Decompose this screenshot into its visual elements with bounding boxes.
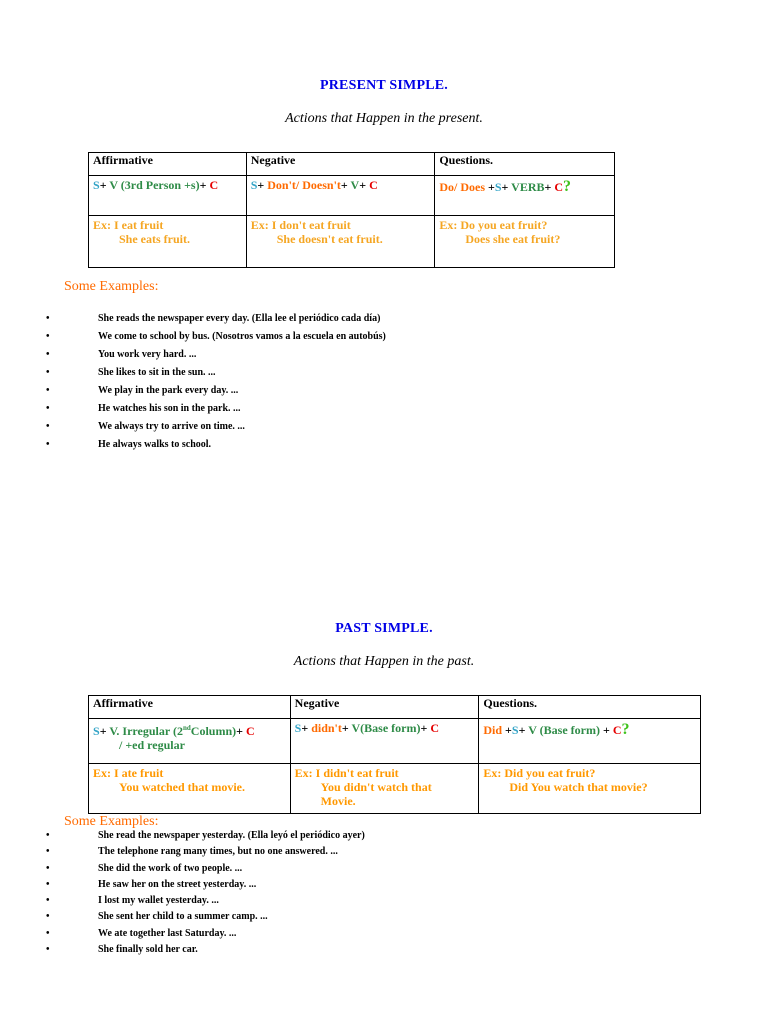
- list-item: • I lost my wallet yesterday. ...: [0, 893, 365, 909]
- negative-example: Ex: I didn't eat fruit You didn't watch that Movie.: [290, 764, 479, 814]
- header-affirmative: Affirmative: [89, 153, 247, 176]
- list-item: • We ate together last Saturday. ...: [0, 926, 365, 942]
- question-formula: Do/ Does +S+ VERB+ C?: [435, 176, 615, 216]
- past-examples-heading: Some Examples:: [64, 814, 159, 829]
- list-item: • She did the work of two people. ...: [0, 861, 365, 877]
- past-table-header: [89, 696, 701, 719]
- list-item: • We play in the park every day. ...: [0, 382, 386, 400]
- past-examples-list: [0, 828, 365, 958]
- list-item: • She finally sold her car.: [0, 942, 365, 958]
- list-item: • You work very hard. ...: [0, 346, 386, 364]
- present-examples-list: [0, 310, 386, 454]
- question-example: Ex: Do you eat fruit? Does she eat fruit?: [435, 216, 615, 268]
- present-formula-row: [89, 176, 615, 216]
- list-item: • We always try to arrive on time. ...: [0, 418, 386, 436]
- list-item: • The telephone rang many times, but no one answered. ...: [0, 844, 365, 860]
- present-subtitle: Actions that Happen in the present.: [285, 111, 483, 126]
- present-title: PRESENT SIMPLE.: [320, 78, 448, 93]
- negative-example: Ex: I don't eat fruit She doesn't eat fruit.: [246, 216, 435, 268]
- present-table: [88, 152, 615, 268]
- list-item: • He always walks to school.: [0, 436, 386, 454]
- negative-formula: S+ didn't+ V(Base form)+ C: [290, 719, 479, 764]
- list-item: • He saw her on the street yesterday. ...: [0, 877, 365, 893]
- list-item: • She sent her child to a summer camp. ...: [0, 909, 365, 925]
- affirmative-formula: S+ V (3rd Person +s)+ C: [89, 176, 247, 216]
- affirmative-example: Ex: I eat fruit She eats fruit.: [89, 216, 247, 268]
- header-negative: Negative: [290, 696, 479, 719]
- question-formula: Did +S+ V (Base form) + C?: [479, 719, 701, 764]
- present-example-row: [89, 216, 615, 268]
- affirmative-formula: S+ V. Irregular (2ndColumn)+ C / +ed regular: [89, 719, 291, 764]
- header-questions: Questions.: [479, 696, 701, 719]
- present-examples-heading: Some Examples:: [64, 279, 159, 294]
- list-item: • She read the newspaper yesterday. (Ella leyó el periódico ayer): [0, 828, 365, 844]
- list-item: • She reads the newspaper every day. (Ella lee el periódico cada día): [0, 310, 386, 328]
- present-table-header: [89, 153, 615, 176]
- list-item: • He watches his son in the park. ...: [0, 400, 386, 418]
- header-questions: Questions.: [435, 153, 615, 176]
- past-title: PAST SIMPLE.: [335, 621, 433, 636]
- question-example: Ex: Did you eat fruit? Did You watch that movie?: [479, 764, 701, 814]
- header-negative: Negative: [246, 153, 435, 176]
- past-subtitle: Actions that Happen in the past.: [293, 654, 475, 669]
- list-item: • She likes to sit in the sun. ...: [0, 364, 386, 382]
- past-table: [88, 695, 701, 814]
- list-item: • We come to school by bus. (Nosotros vamos a la escuela en autobús): [0, 328, 386, 346]
- negative-formula: S+ Don't/ Doesn't+ V+ C: [246, 176, 435, 216]
- affirmative-example: Ex: I ate fruit You watched that movie.: [89, 764, 291, 814]
- header-affirmative: Affirmative: [89, 696, 291, 719]
- past-example-row: [89, 764, 701, 814]
- past-formula-row: [89, 719, 701, 764]
